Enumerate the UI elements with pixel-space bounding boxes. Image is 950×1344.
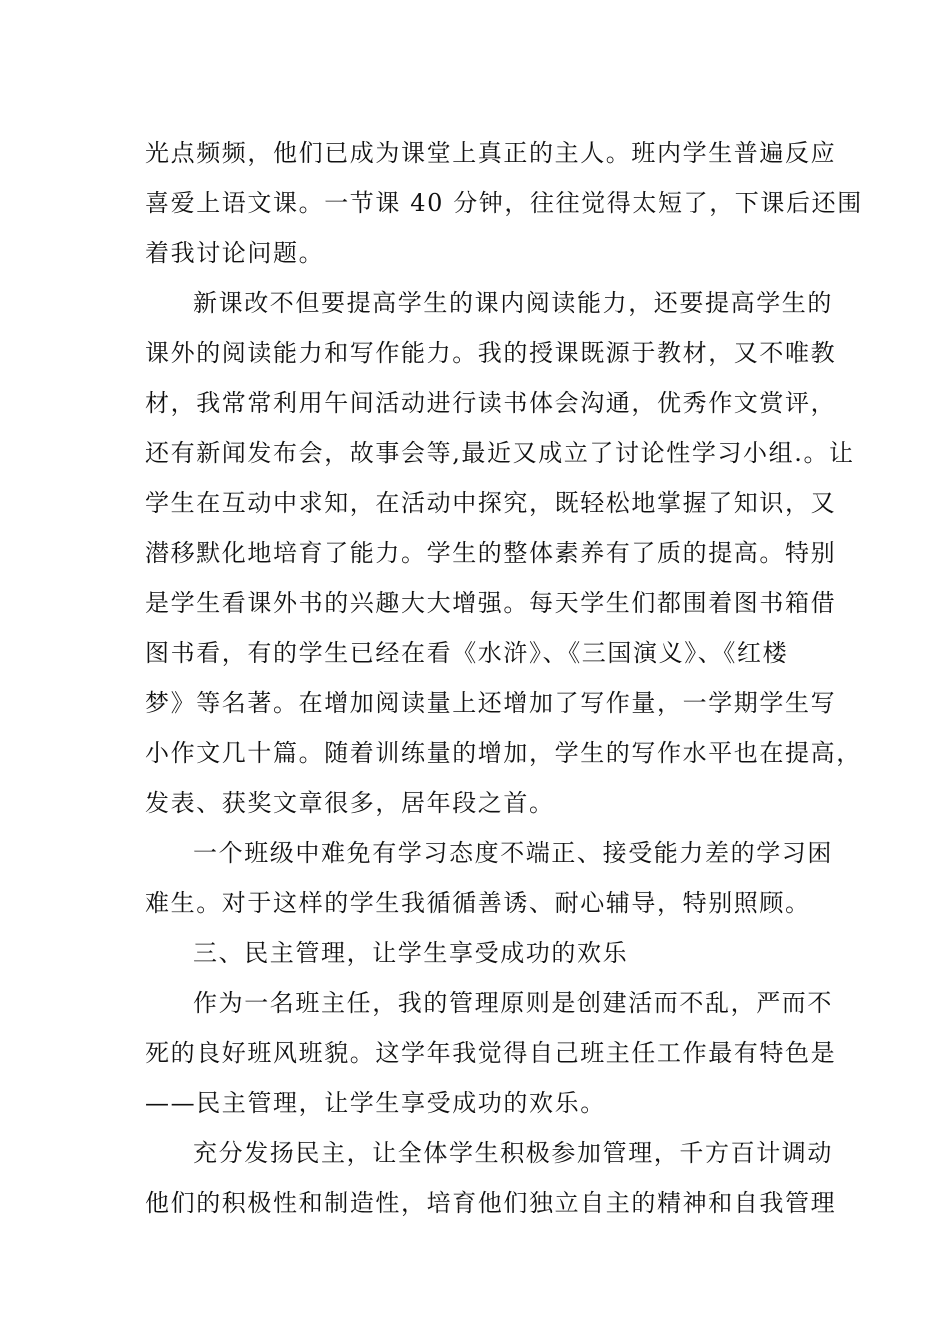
text-line: 喜爱上语文课。一节课 40 分钟，往往觉得太短了，下课后还围 xyxy=(145,189,863,217)
section-heading: 三、民主管理，让学生享受成功的欢乐 xyxy=(193,939,629,967)
text-line: 作为一名班主任，我的管理原则是创建活而不乱，严而不 xyxy=(193,989,833,1017)
text-line: 充分发扬民主，让全体学生积极参加管理，千方百计调动 xyxy=(193,1139,833,1167)
text-line: 材，我常常利用午间活动进行读书体会沟通，优秀作文赏评， xyxy=(145,389,837,417)
text-line: 着我讨论问题。 xyxy=(145,239,325,267)
text-line: 死的良好班风班貌。这学年我觉得自己班主任工作最有特色是 xyxy=(145,1039,837,1067)
text-line: 光点频频，他们已成为课堂上真正的主人。班内学生普遍反应 xyxy=(145,139,837,167)
text-line: 新课改不但要提高学生的课内阅读能力，还要提高学生的 xyxy=(193,289,833,317)
text-line: 潜移默化地培育了能力。学生的整体素养有了质的提高。特别 xyxy=(145,539,837,567)
text-line: 是学生看课外书的兴趣大大增强。每天学生们都围着图书箱借 xyxy=(145,589,837,617)
text-line: 还有新闻发布会，故事会等,最近又成立了讨论性学习小组.。让 xyxy=(145,439,855,467)
text-line: 图书看，有的学生已经在看《水浒》、《三国演义》、《红楼 xyxy=(145,639,789,667)
text-line: 一个班级中难免有学习态度不端正、接受能力差的学习困 xyxy=(193,839,833,867)
text-line: 梦》等名著。在增加阅读量上还增加了写作量，一学期学生写 xyxy=(145,689,837,717)
text-line: 学生在互动中求知，在活动中探究，既轻松地掌握了知识，又 xyxy=(145,489,837,517)
text-line: 课外的阅读能力和写作能力。我的授课既源于教材，又不唯教 xyxy=(145,339,837,367)
text-line: ——民主管理，让学生享受成功的欢乐。 xyxy=(145,1089,606,1117)
text-line: 难生。对于这样的学生我循循善诱、耐心辅导，特别照顾。 xyxy=(145,889,811,917)
document-body xyxy=(145,128,863,1228)
text-line: 小作文几十篇。随着训练量的增加，学生的写作水平也在提高， xyxy=(145,739,862,767)
text-line: 发表、获奖文章很多，居年段之首。 xyxy=(145,789,555,817)
text-line: 他们的积极性和制造性，培育他们独立自主的精神和自我管理 xyxy=(145,1189,837,1217)
